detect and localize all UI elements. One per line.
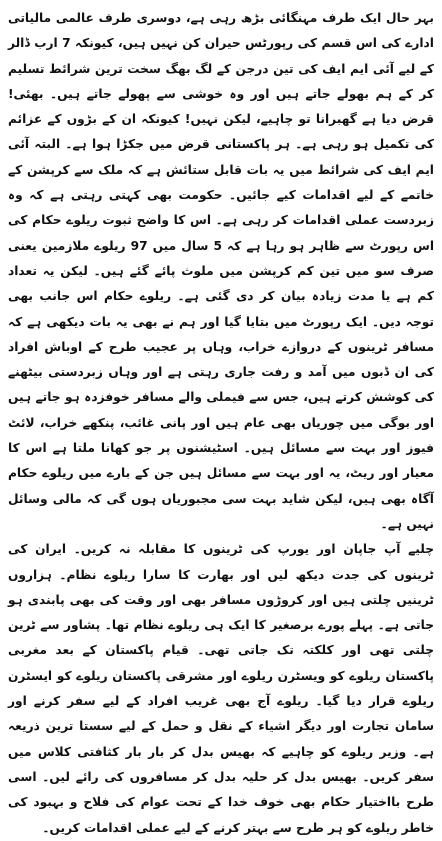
article-paragraph: چلیے آپ جاپان اور یورپ کی ٹرینوں کا مقابلہ نہ کریں۔ ایران کی ٹرینوں کی جدت دیکھ لیں اور بھارت کا سارا ریلوے نظام۔ ہزاروں ٹرینیں چلتی ہیں اور کروڑوں مسافر بھی اور وقت کی بھی پابندی ہو جاتی ہے۔ پہلے پورے برصغیر کا ایک ہی ریلوے نظام تھا۔ پشاور سے ٹرین چلتی تھی اور کلکتہ تک جاتی تھی۔ قیام پاکستان کے بعد مغربی پاکستان ریلوے کو ویسٹرن ریلوے اور مشرقی پاکستان ریلوے کو ایسٹرن ریلوے قرار دیا گیا۔ ریلوے آج بھی غریب افراد کے لیے سفر کرنے اور سامان تجارت اور دیگر اشیاء کے نقل و حمل کے لیے سستا ترین ذریعہ ہے۔ وزیر ریلوے کو چاہیے کہ بھیس بدل کر بار بار کثافتی کلاس میں سفر کریں۔ بھیس بدل کر حلیہ بدل کر مسافروں کی رائے لیں۔ اسی طرح بااختیار حکام بھی خوف خدا کے تحت عوام کی فلاح و بہبود کی خاطر ریلوے کو ہر طرح سے بہتر کرنے کے لیے عملی اقدامات کریں۔	[8, 542, 434, 835]
article-body	[8, 6, 434, 841]
article-paragraph: بہر حال ایک طرف مہنگائی بڑھ رہی ہے، دوسری طرف عالمی مالیاتی ادارے کی اس قسم کی رپورٹس حیران کن نہیں ہیں، کیونکہ 7 ارب ڈالر کے لیے آئی ایم ایف کی تین درجن کے لگ بھگ سخت ترین شرائط تسلیم کر کے ہم بھولے جاتے ہیں اور وہ خوشی سے پھولے جاتے ہیں۔ بھئی! قرض دیا ہے گھبرانا تو چاہیے، لیکن نہیں! کیونکہ ان کے بڑوں کے عزائم کی تکمیل ہو رہی ہے۔ ہر پاکستانی قرض میں جکڑا ہوا ہے۔ البتہ آئی ایم ایف کی شرائط میں یہ بات قابل ستائش ہے کہ ملک سے کرپشن کے خاتمے کے لیے اقدامات کیے جائیں۔ حکومت بھی کہتی رہتی ہے کہ وہ زبردست عملی اقدامات کر رہی ہے۔ اس کا واضح ثبوت ریلوے حکام کی اس رپورٹ سے ظاہر ہو رہا ہے کہ 5 سال میں 97 ریلوے ملازمین یعنی صرف سو میں تین کم کرپشن میں ملوث پائے گئے ہیں۔ لیکن یہ تعداد کم ہے یا مدت زیادہ بیان کر دی گئی ہے۔ ریلوے حکام اس جانب بھی توجہ دیں۔ ایک رپورٹ میں بتایا گیا اور ہم نے بھی یہ بات دیکھی ہے کہ مسافر ٹرینوں کے دروازے خراب، وہاں پر عجیب طرح کے اوباش افراد کی ان ڈبوں میں آمد و رفت جاری رہتی ہے اور وہاں زبردستی بیٹھنے کی کوشش کرتے ہیں، جس سے فیملی والے مسافر خوفزدہ ہو جاتے ہیں اور بوگی میں چوریاں بھی عام ہیں اور پانی غائب، پنکھے خراب، لائٹ فیوز اور بہت سے مسائل ہیں۔ اسٹیشنوں پر جو کھانا ملتا ہے اس کا معیار اور ریٹ، یہ اور بہت سے مسائل ہیں جن کے بارے میں ریلوے حکام آگاہ بھی ہیں، لیکن شاید بہت سی مجبوریاں ہوں گی کہ مالی وسائل نہیں ہے۔	[8, 11, 434, 531]
